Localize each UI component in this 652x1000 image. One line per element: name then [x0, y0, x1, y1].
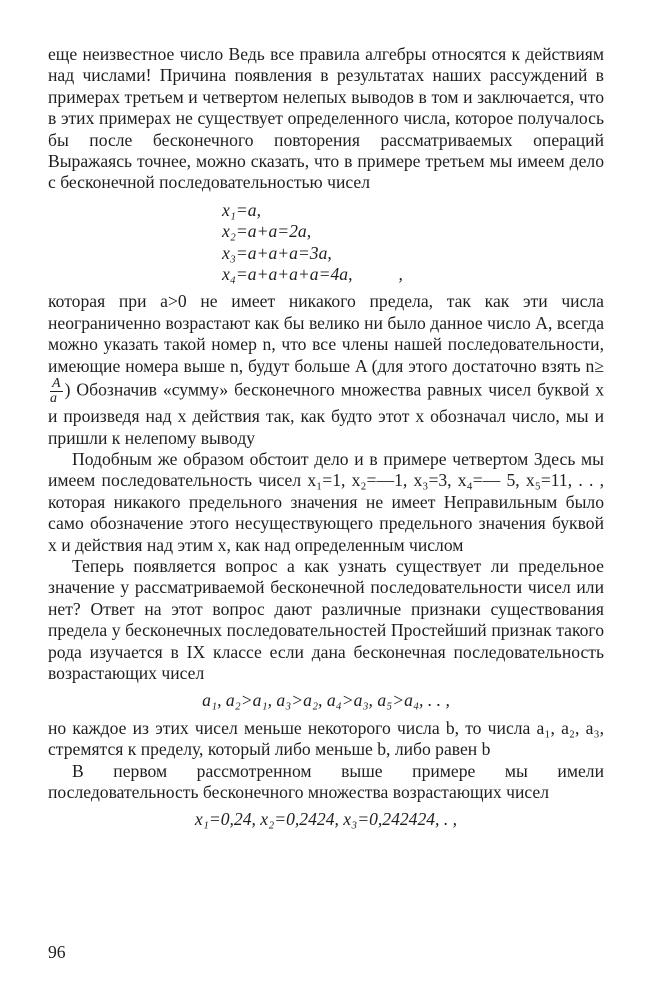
fraction-a-over-a	[50, 377, 63, 406]
formula-line	[222, 264, 604, 285]
paragraph-5: но каждое из этих чисел меньше некоторого числа b, то числа a₁, a₂, a₃, стремятся к пределу, который либо меньше b, либо равен b	[48, 717, 604, 760]
formula-trailing-comma: ,	[398, 264, 403, 285]
formula-sequence-1	[222, 194, 604, 292]
formula-decimal-sequence: x₁=0,24, x₂=0,2424, x₃=0,242424, . ,	[194, 809, 458, 830]
paragraph-2	[48, 291, 604, 448]
fraction-denominator: a	[50, 391, 57, 407]
paragraph-2-end: ) Обозначив «сумму» бесконечного множества равных чисел буквой x и произведя над x действия так, как будто этот x обозначал число, мы и пришли к нелепому выводу	[48, 379, 604, 448]
paragraph-2-start: которая при a>0 не имеет никакого предела, так как эти числа неограниченно возрастают как бы велико ни было данное число A, всегда можно указать такой номер n, что все члены нашей последовательности, имеющие номера выше n, будут больше A (для этого достаточно взять n≥	[48, 291, 604, 376]
page-number: 96	[48, 942, 66, 962]
page-body	[48, 44, 604, 837]
paragraph-6: В первом рассмотренном выше примере мы имели последовательность бесконечного множества возрастающих чисел	[48, 760, 604, 802]
paragraph-3: Подобным же образом обстоит дело и в примере четвертом Здесь мы имеем последовательность чисел x₁=1, x₂=—1, x₃=3, x₄=— 5, x₅=11, . . , которая никакого предельного значения не имеет Неправильным было само обозначение этого несуществующего предельного значения буквой x и действия над этим x, как над определенным числом	[48, 448, 604, 555]
paragraph-1: еще неизвестное число Ведь все правила алгебры относятся к действиям над числами! Причина появления в результатах наших рассуждений в примерах третьем и четвертом нелепых выводов в том и заключается, что в этих примерах не существует определенного числа, которое получалось бы после бесконечного повторения рассматриваемых операций Выражаясь точнее, можно сказать, что в примере третьем мы имеем дело с бесконечной последовательностью чисел	[48, 44, 604, 193]
fraction-numerator: A	[52, 376, 61, 392]
formula-line: x₁=a,	[222, 199, 261, 220]
formula-line: x₂=a+a=2a,	[222, 221, 312, 242]
paragraph-4: Теперь появляется вопрос а как узнать существует ли предельное значение у рассматриваемой бесконечной последовательности чисел или нет? Ответ на этот вопрос дают различные признаки существования предела у бесконечных последовательностей Простейший признак такого рода изучается в IX классе если дана бесконечная последовательность возрастающих чисел	[48, 555, 604, 683]
formula-text: x₄=a+a+a+a=4a,	[222, 264, 353, 285]
formula-increasing-sequence: a₁, a₂>a₁, a₃>a₂, a₄>a₃, a₅>a₄, . . ,	[202, 690, 450, 711]
formula-line: x₃=a+a+a=3a,	[222, 242, 332, 263]
